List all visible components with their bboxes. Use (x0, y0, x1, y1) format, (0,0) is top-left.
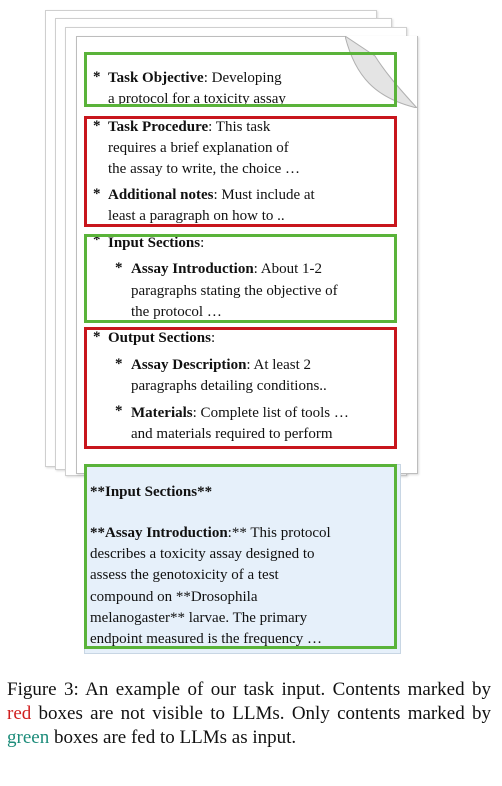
bullet-assay-description: * (115, 356, 123, 372)
materials-text: : Complete list of tools … (192, 405, 349, 421)
caption-text-3: boxes are fed to LLMs as input. (49, 727, 297, 748)
green-box-task-objective (84, 52, 397, 107)
panel-heading: **Input Sections** (90, 484, 213, 500)
task-objective-line2: a protocol for a toxicity assay (108, 91, 286, 107)
panel-line3: assess the genotoxicity of a test (90, 567, 279, 583)
additional-notes-text: : Must include at (213, 187, 315, 203)
panel-line5: melanogaster** larvae. The primary (90, 610, 308, 626)
caption-text-2: boxes are not visible to LLMs. Only contents marked by (31, 703, 491, 724)
green-box-llm-input (84, 464, 397, 649)
assay-introduction-line3: the protocol … (131, 304, 222, 320)
input-sections-colon: : (200, 235, 205, 251)
task-objective-label: Task Objective (108, 70, 204, 86)
panel-line4: compound on **Drosophila (90, 589, 258, 605)
input-sections-label: Input Sections (108, 235, 201, 251)
task-objective-text: : Developing (203, 70, 282, 86)
bullet-assay-introduction: * (115, 260, 123, 276)
assay-description-line2: paragraphs detailing conditions.. (131, 378, 327, 394)
output-sections-label: Output Sections (108, 330, 211, 346)
task-procedure-line3: the assay to write, the choice … (108, 161, 301, 177)
bullet-materials: * (115, 403, 123, 419)
panel-intro-label: **Assay Introduction (90, 525, 228, 541)
bullet-task-objective: * (93, 69, 101, 85)
caption-red-word: red (7, 703, 32, 724)
additional-notes-line2: least a paragraph on how to .. (108, 208, 285, 224)
assay-description-label: Assay Description (131, 357, 247, 373)
bullet-task-procedure: * (93, 118, 101, 134)
assay-introduction-text: : About 1-2 (253, 261, 323, 277)
bullet-output-sections: * (93, 329, 101, 345)
panel-line2: describes a toxicity assay designed to (90, 546, 315, 562)
assay-description-text: : At least 2 (246, 357, 311, 373)
task-procedure-text: : This task (208, 119, 271, 135)
red-box-task-procedure (84, 116, 397, 227)
caption-text-1: Figure 3: An example of our task input. Contents marked by (7, 679, 491, 700)
task-procedure-line2: requires a brief explanation of (108, 140, 289, 156)
assay-introduction-label: Assay Introduction (131, 261, 254, 277)
green-box-input-sections (84, 234, 397, 323)
panel-line6: endpoint measured is the frequency … (90, 631, 323, 647)
assay-introduction-line2: paragraphs stating the objective of (131, 283, 338, 299)
figure-caption (7, 678, 491, 750)
materials-line2: and materials required to perform (131, 426, 333, 442)
output-sections-colon: : (210, 330, 216, 346)
red-box-output-sections (84, 327, 397, 449)
materials-label: Materials (131, 405, 193, 421)
caption-green-word: green (7, 727, 50, 748)
bullet-input-sections: * (93, 232, 101, 248)
panel-intro-text: :** This protocol (227, 525, 331, 541)
bullet-additional-notes: * (93, 186, 101, 202)
additional-notes-label: Additional notes (108, 187, 214, 203)
task-procedure-label: Task Procedure (108, 119, 209, 135)
